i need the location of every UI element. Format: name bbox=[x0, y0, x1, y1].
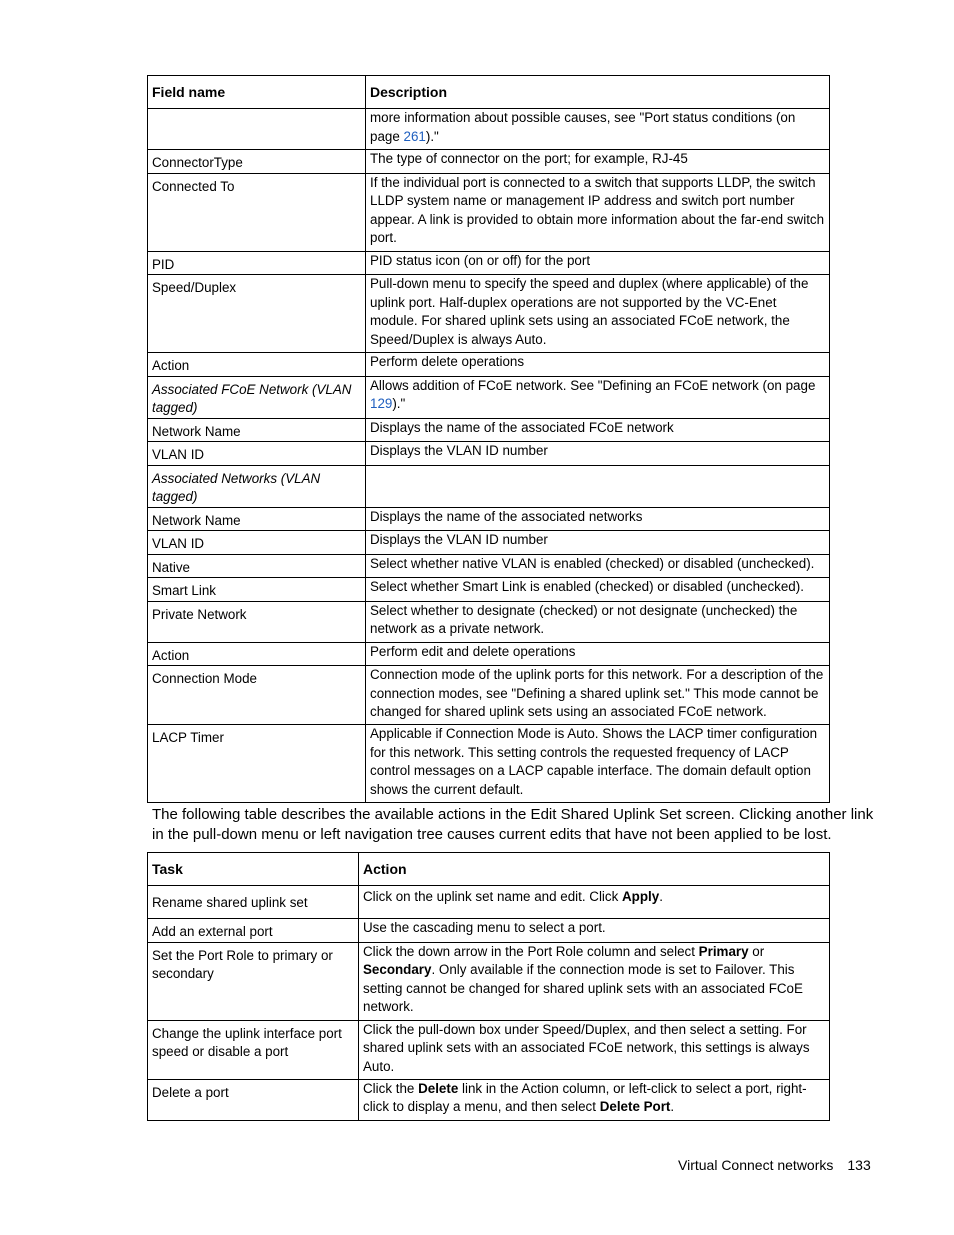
task-header: Task bbox=[148, 853, 359, 886]
description-header: Description bbox=[366, 76, 830, 109]
field-name-cell: Action bbox=[148, 642, 366, 666]
table-row bbox=[148, 465, 830, 507]
table-row bbox=[148, 666, 830, 725]
table-row bbox=[148, 507, 830, 531]
description-cell: Displays the name of the associated FCoE network bbox=[366, 418, 830, 442]
action-cell: Click the pull-down box under Speed/Duplex, and then select a setting. For shared uplink sets with an associated FCoE network, this settings is always Auto. bbox=[359, 1020, 830, 1079]
field-name-cell: Connected To bbox=[148, 173, 366, 251]
action-cell: Click the Delete link in the Action column, or left-click to select a port, right-click to display a menu, and then select Delete Port. bbox=[359, 1079, 830, 1120]
table-row bbox=[148, 578, 830, 602]
field-name-cell: ConnectorType bbox=[148, 150, 366, 174]
description-cell: The type of connector on the port; for example, RJ-45 bbox=[366, 150, 830, 174]
description-cell: Perform edit and delete operations bbox=[366, 642, 830, 666]
table-row bbox=[148, 725, 830, 803]
description-cell: Displays the name of the associated networks bbox=[366, 507, 830, 531]
description-cell: Applicable if Connection Mode is Auto. Shows the LACP timer configuration for this network. This setting controls the requested frequency of LACP control messages on a LACP capable interface. The domain default option shows the current default. bbox=[366, 725, 830, 803]
field-name-cell: Private Network bbox=[148, 601, 366, 642]
table-row bbox=[148, 442, 830, 466]
table-row bbox=[148, 554, 830, 578]
table-row bbox=[148, 173, 830, 251]
table-row bbox=[148, 531, 830, 555]
table-row bbox=[148, 275, 830, 353]
action-cell: Use the cascading menu to select a port. bbox=[359, 919, 830, 943]
table-row bbox=[148, 642, 830, 666]
description-cell: Displays the VLAN ID number bbox=[366, 531, 830, 555]
footer-section-title: Virtual Connect networks bbox=[678, 1157, 834, 1173]
action-header: Action bbox=[359, 853, 830, 886]
description-cell: Select whether Smart Link is enabled (checked) or disabled (unchecked). bbox=[366, 578, 830, 602]
field-name-header: Field name bbox=[148, 76, 366, 109]
description-cell: Select whether to designate (checked) or not designate (unchecked) the network as a private network. bbox=[366, 601, 830, 642]
description-cell: Pull-down menu to specify the speed and duplex (where applicable) of the uplink port. Half-duplex operations are not supported by the VC-Enet module. For shared uplink sets using an associated FCoE network, the Speed/Duplex is always Auto. bbox=[366, 275, 830, 353]
field-name-cell: VLAN ID bbox=[148, 531, 366, 555]
field-name-cell: Speed/Duplex bbox=[148, 275, 366, 353]
task-cell: Delete a port bbox=[148, 1079, 359, 1120]
table-row bbox=[148, 353, 830, 377]
field-name-cell: LACP Timer bbox=[148, 725, 366, 803]
description-cell bbox=[366, 465, 830, 507]
table-row bbox=[148, 919, 830, 943]
action-cell: Click on the uplink set name and edit. Click Apply. bbox=[359, 886, 830, 919]
table-row bbox=[148, 1020, 830, 1079]
field-name-cell: PID bbox=[148, 251, 366, 275]
field-name-cell: Associated Networks (VLAN tagged) bbox=[148, 465, 366, 507]
field-name-cell: Connection Mode bbox=[148, 666, 366, 725]
description-cell: Allows addition of FCoE network. See "Defining an FCoE network (on page 129)." bbox=[366, 376, 830, 418]
table-row bbox=[148, 1079, 830, 1120]
description-cell: Displays the VLAN ID number bbox=[366, 442, 830, 466]
table-row bbox=[148, 109, 830, 150]
field-name-cell: Associated FCoE Network (VLAN tagged) bbox=[148, 376, 366, 418]
table-row bbox=[148, 150, 830, 174]
table-row bbox=[148, 942, 830, 1020]
task-cell: Set the Port Role to primary or secondary bbox=[148, 942, 359, 1020]
description-cell: Connection mode of the uplink ports for this network. For a description of the connection modes, see "Defining a shared uplink set." This mode cannot be changed for shared uplink sets using an associated FCoE network. bbox=[366, 666, 830, 725]
page-footer bbox=[678, 1157, 871, 1173]
field-name-cell bbox=[148, 109, 366, 150]
intro-paragraph: The following table describes the available actions in the Edit Shared Uplink Set screen. Clicking another link in the pull-down menu or left navigation tree causes current edits that have not been applied to be lost. bbox=[152, 806, 874, 843]
field-name-cell: Smart Link bbox=[148, 578, 366, 602]
table-row bbox=[148, 601, 830, 642]
field-name-cell: VLAN ID bbox=[148, 442, 366, 466]
description-cell: PID status icon (on or off) for the port bbox=[366, 251, 830, 275]
field-name-cell: Native bbox=[148, 554, 366, 578]
page-number: 133 bbox=[847, 1157, 871, 1173]
task-cell: Change the uplink interface port speed or disable a port bbox=[148, 1020, 359, 1079]
description-cell: Select whether native VLAN is enabled (checked) or disabled (unchecked). bbox=[366, 554, 830, 578]
field-description-table bbox=[147, 75, 830, 803]
description-cell: Perform delete operations bbox=[366, 353, 830, 377]
table-row bbox=[148, 886, 830, 919]
table-row bbox=[148, 418, 830, 442]
task-cell: Rename shared uplink set bbox=[148, 886, 359, 919]
task-action-table bbox=[147, 852, 830, 1121]
page-link[interactable]: 261 bbox=[403, 128, 426, 144]
table-row bbox=[148, 251, 830, 275]
task-cell: Add an external port bbox=[148, 919, 359, 943]
field-name-cell: Network Name bbox=[148, 418, 366, 442]
field-name-cell: Action bbox=[148, 353, 366, 377]
action-cell: Click the down arrow in the Port Role column and select Primary or Secondary. Only available if the connection mode is set to Failover. This setting cannot be changed for shared uplink sets with an associated FCoE network. bbox=[359, 942, 830, 1020]
description-cell: If the individual port is connected to a switch that supports LLDP, the switch LLDP system name or management IP address and switch port number appear. A link is provided to obtain more information about the far-end switch port. bbox=[366, 173, 830, 251]
page-link[interactable]: 129 bbox=[370, 396, 393, 411]
description-cell: more information about possible causes, see "Port status conditions (on page 261)." bbox=[366, 109, 830, 150]
table-row bbox=[148, 376, 830, 418]
field-name-cell: Network Name bbox=[148, 507, 366, 531]
